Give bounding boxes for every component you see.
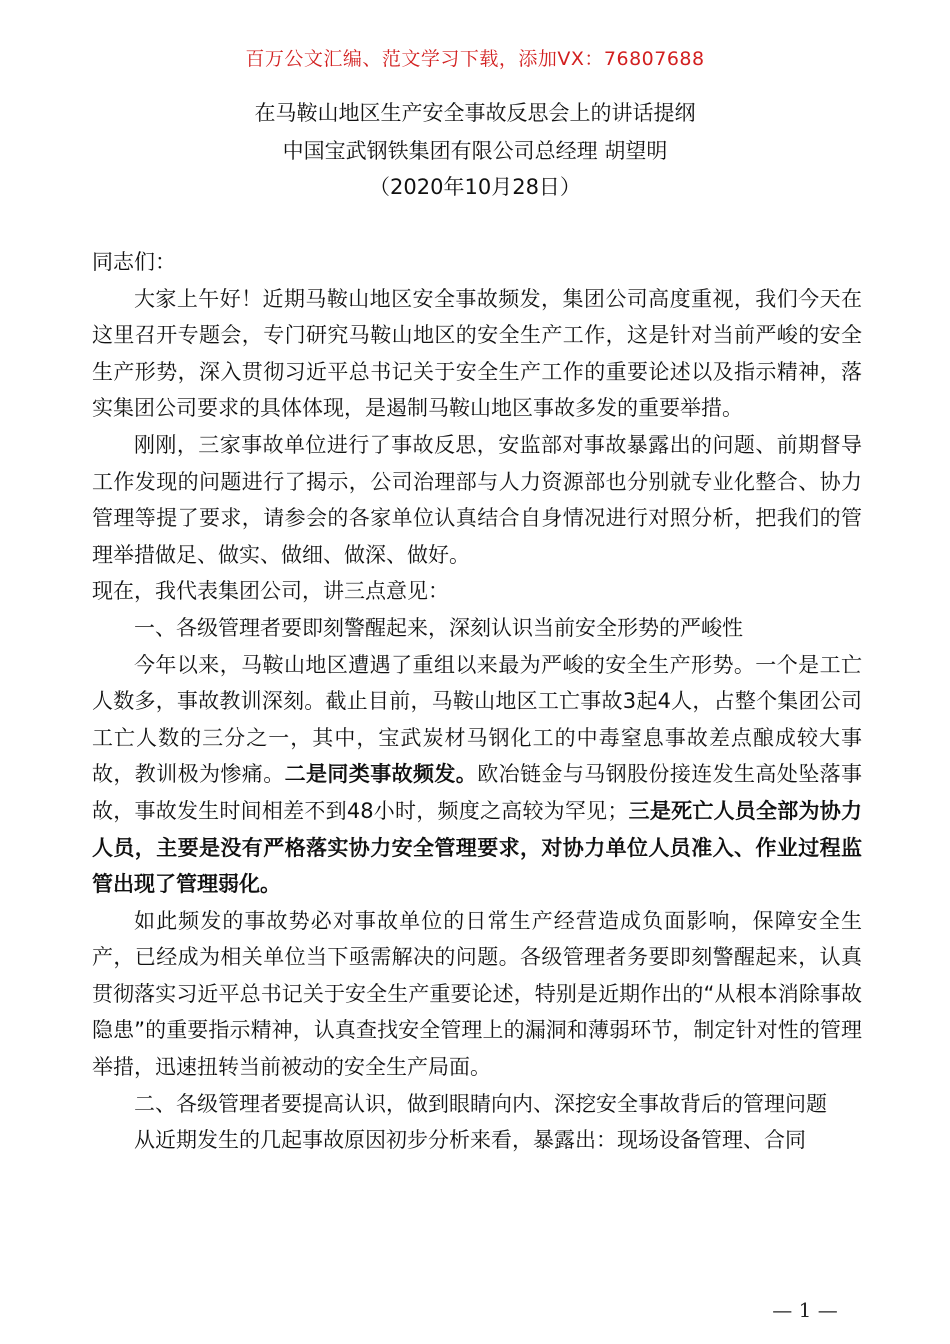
watermark-banner: 百万公文汇编、范文学习下载，添加VX：76807688 <box>245 48 705 70</box>
paragraph-4-part-1: 今年以来，马鞍山地区遭遇了重组以来最为严峻的安全生产形势。一个是工亡人数多，事故教训深刻。截止目前，马鞍山地区工亡事故3起4人，占整个集团公司工亡人数的三分之一，其中，宝武炭材马钢化工的中毒窒息事故差点酿成较大事故，教训极为惨痛。 <box>92 652 862 787</box>
paragraph-2: 刚刚，三家事故单位进行了事故反思，安监部对事故暴露出的问题、前期督导工作发现的问题进行了揭示，公司治理部与人力资源部也分别就专业化整合、协力管理等提了要求，请参会的各家单位认真结合自身情况进行对照分析，把我们的管理举措做足、做实、做细、做深、做好。 <box>92 432 862 567</box>
document-body <box>92 244 862 1159</box>
document-author: 中国宝武钢铁集团有限公司总经理 胡望明 <box>282 139 668 163</box>
paragraph-3: 现在，我代表集团公司，讲三点意见： <box>92 579 449 604</box>
page-number: — 1 — <box>772 1298 838 1322</box>
paragraph-4-bold-1: 二是同类事故频发。 <box>284 762 478 787</box>
paragraph-5: 如此频发的事故势必对事故单位的日常生产经营造成负面影响，保障安全生产，已经成为相关单位当下亟需解决的问题。各级管理者务要即刻警醒起来，认真贯彻落实习近平总书记关于安全生产重要论述，特别是近期作出的“从根本消除事故隐患”的重要指示精神，认真查找安全管理上的漏洞和薄弱环节，制定针对性的管理举措，迅速扭转当前被动的安全生产局面。 <box>92 908 862 1080</box>
section-heading-2: 二、各级管理者要提高认识，做到眼睛向内、深挖安全事故背后的管理问题 <box>134 1091 827 1116</box>
paragraph-4-part-2: 欧冶链金与马钢股份接连发生高处坠落事故，事故发生时间相差不到48小时，频度之高较为罕见； <box>92 762 863 823</box>
greeting: 同志们： <box>92 250 176 274</box>
paragraph-4 <box>92 647 862 903</box>
paragraph-4-bold-2: 三是死亡人员全部为协力人员，主要是没有严格落实协力安全管理要求，对协力单位人员准入、作业过程监管出现了管理弱化。 <box>92 798 862 897</box>
paragraph-1: 大家上午好！近期马鞍山地区安全事故频发，集团公司高度重视，我们今天在这里召开专题会，专门研究马鞍山地区的安全生产工作，这是针对当前严峻的安全生产形势，深入贯彻习近平总书记关于安全生产工作的重要论述以及指示精神，落实集团公司要求的具体体现，是遏制马鞍山地区事故多发的重要举措。 <box>92 286 862 421</box>
document-title: 在马鞍山地区生产安全事故反思会上的讲话提纲 <box>254 101 696 125</box>
paragraph-6: 从近期发生的几起事故原因初步分析来看，暴露出：现场设备管理、合同 <box>134 1128 806 1153</box>
document-date: （2020年10月28日） <box>369 175 581 199</box>
section-heading-1: 一、各级管理者要即刻警醒起来，深刻认识当前安全形势的严峻性 <box>134 615 743 640</box>
